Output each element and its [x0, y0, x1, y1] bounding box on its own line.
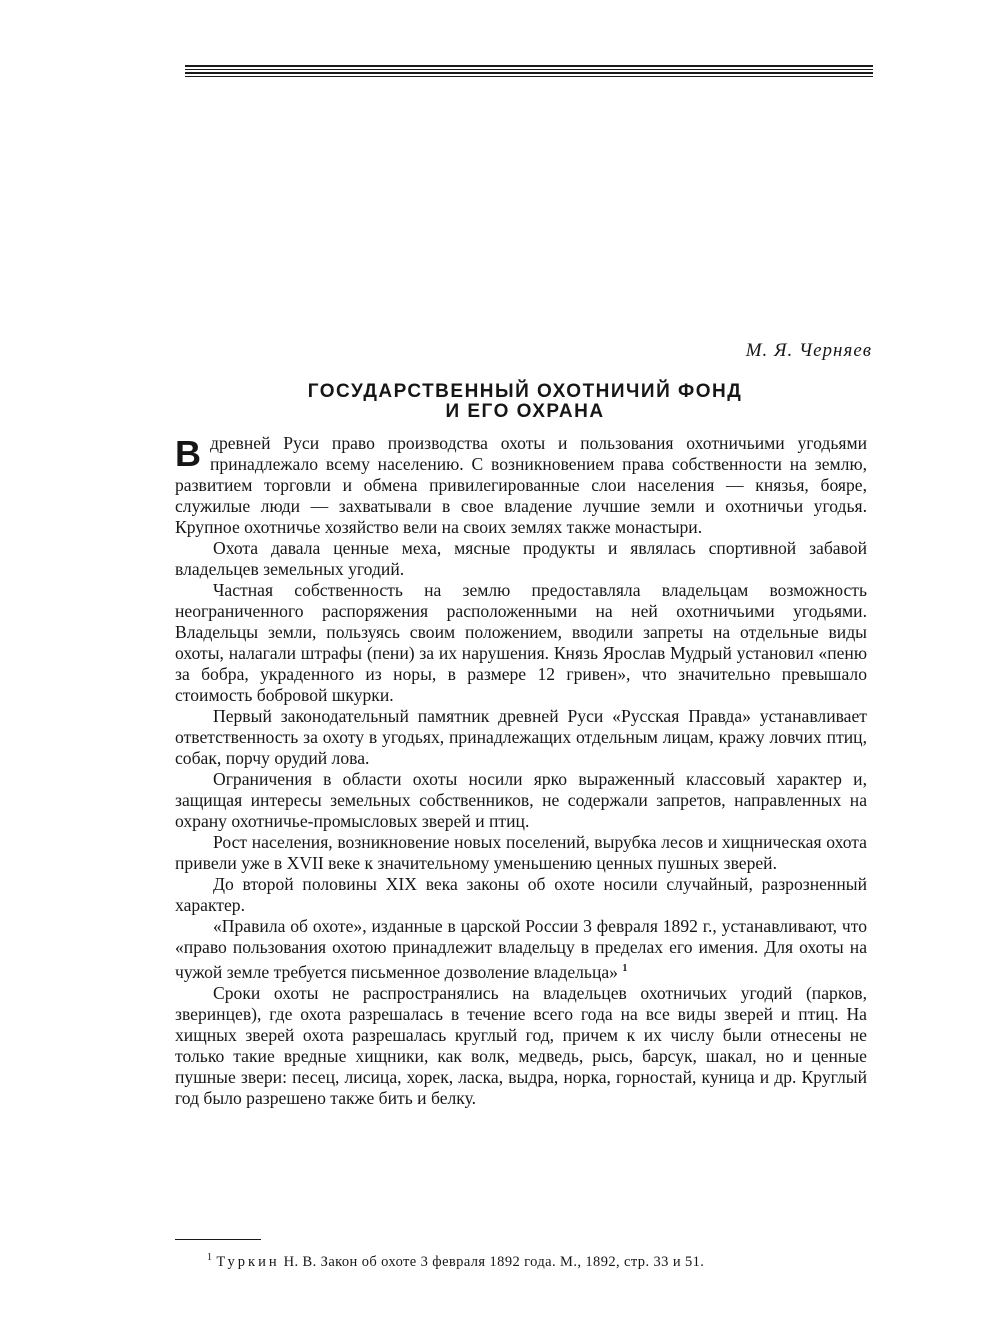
paragraph-text: «Правила об охоте», изданные в царской России 3 февраля 1892 г., устанавливают, что «право пользования охотою принадлежит владельцу в пределах его имения. Для охоты на чужой земле требуется письменное дозволение владельца»	[175, 916, 867, 982]
drop-cap: В	[175, 433, 201, 474]
footnote	[207, 1252, 704, 1271]
paragraph	[175, 916, 867, 983]
article-body	[175, 433, 867, 1109]
title-line-1: ГОСУДАРСТВЕННЫЙ ОХОТНИЧИЙ ФОНД	[307, 381, 743, 402]
paragraph: Первый законодательный памятник древней Руси «Русская Правда» устанавливает ответственность за охоту в угодьях, принадлежащих отдельным лицам, кражу ловчих птиц, собак, порчу орудий лова.	[175, 706, 867, 768]
paragraph: Рост населения, возникновение новых поселений, вырубка лесов и хищническая охота привели уже в XVII веке к значительному уменьшению ценных пушных зверей.	[175, 832, 867, 873]
paragraph: Сроки охоты не распространялись на владельцев охотничьих угодий (парков, зверинцев), где охота разрешалась в течение всего года на все виды зверей и птиц. На хищных зверей охота разрешалась круглый год, причем к их числу были отнесены не только такие вредные хищники, как волк, медведь, рысь, барсук, шакал, но и ценные пушные звери: песец, лисица, хорек, ласка, выдра, норка, горностай, куница и др. Круглый год было разрешено также бить и белку.	[175, 982, 867, 1108]
paragraph	[175, 433, 867, 538]
title-line-2: И ЕГО ОХРАНА	[445, 401, 605, 422]
footnote-rule	[175, 1239, 261, 1240]
paragraph: До второй половины XIX века законы об охоте носили случайный, разрозненный характер.	[175, 874, 867, 915]
author-name: М. Я. Черняев	[745, 340, 872, 361]
footnote-text: Н. В. Закон об охоте 3 февраля 1892 года. М., 1892, стр. 33 и 51.	[283, 1253, 705, 1270]
paragraph-text: древней Руси право производства охоты и пользования охотничьими угодьями принадлежало всему населению. С возникновением права собственности на землю, развитием торговли и обмена привилегированные слои населения — князья, бояре, служилые люди — захватывали в свое владение лучшие земли и охотничьи угодья. Крупное охотничье хозяйство вели на своих землях также монастыри.	[175, 433, 867, 537]
paragraph: Охота давала ценные меха, мясные продукты и являлась спортивной забавой владельцев земельных угодий.	[175, 538, 867, 579]
paragraph: Частная собственность на землю предоставляла владельцам возможность неограниченного распоряжения расположенными на ней охотничьими угодьями. Владельцы земли, пользуясь своим положением, вводили запреты на отдельные виды охоты, налагали штрафы (пени) за их нарушения. Князь Ярослав Мудрый установил «пеню за бобра, украденного из норы, в размере 12 гривен», что значительно превышало стоимость бобровой шкурки.	[175, 580, 867, 705]
article-title	[175, 382, 875, 422]
header-rule	[185, 65, 873, 79]
footnote-mark: 1	[207, 1252, 213, 1263]
footnote-reference[interactable]: 1	[622, 963, 628, 974]
paragraph: Ограничения в области охоты носили ярко выраженный классовый характер и, защищая интересы земельных собственников, не содержали запретов, направленных на охрану охотничье-промысловых зверей и птиц.	[175, 769, 867, 831]
footnote-author: Туркин	[216, 1253, 280, 1270]
